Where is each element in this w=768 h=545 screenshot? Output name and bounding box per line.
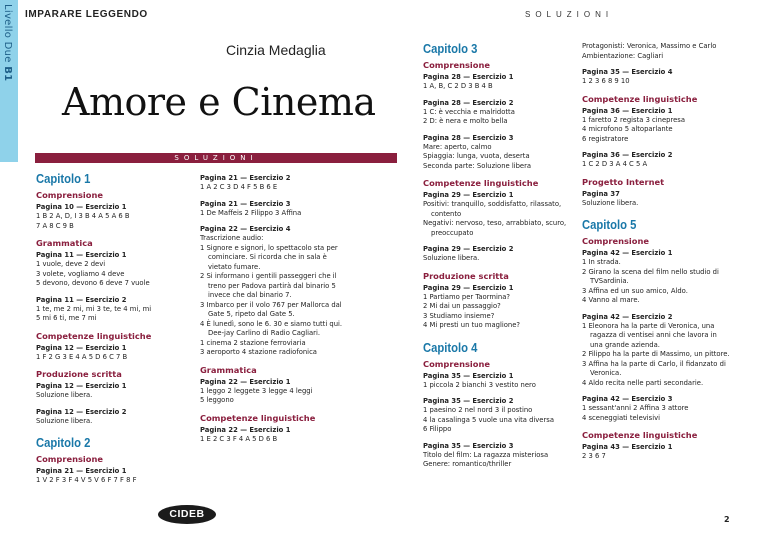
answer-line: 2 3 6 7 [582, 452, 606, 460]
exercise-ref: Pagina 10 — Esercizio 1 [36, 203, 127, 211]
exercise-ref: Pagina 35 — Esercizio 4 [582, 68, 673, 76]
spacer [423, 238, 571, 243]
answer-line: 1 te, me 2 mi, mi 3 te, te 4 mi, mi [36, 304, 152, 313]
exercise-ref: Pagina 29 — Esercizio 1 [423, 283, 514, 292]
exercise-ref: Pagina 36 — Esercizio 2 [582, 151, 673, 159]
answer-line: 1 sessant'anni 2 Affina 3 attore [582, 404, 689, 412]
answer-line: 1 cinema 2 stazione ferroviaria [200, 338, 306, 347]
exercise-ref: Pagina 36 — Esercizio 1 [582, 106, 673, 115]
exercise-ref: Pagina 21 — Esercizio 3 [200, 199, 291, 208]
answer-line: 1 leggo 2 leggete 3 legge 4 leggi [200, 386, 313, 395]
exercise-ref: Pagina 35 — Esercizio 3 [423, 441, 514, 450]
spacer [423, 171, 571, 176]
chapter-heading: Capitolo 3 [423, 42, 478, 56]
exercise-ref: Pagina 22 — Esercizio 1 [200, 425, 291, 434]
answer-line: 2 Mi dai un passaggio? [423, 302, 501, 310]
series-title: IMPARARE LEGGENDO [25, 9, 148, 20]
exercise-ref: Pagina 29 — Esercizio 1 [423, 191, 514, 199]
spacer [200, 218, 350, 223]
exercise-ref: Pagina 22 — Esercizio 1 [200, 377, 291, 386]
spacer [423, 331, 571, 341]
answer-line: 1 Eleonora ha la parte di Veronica, una ragazza di ventisei anni che lavora in una grande azienda. [582, 321, 717, 349]
solutions-band: SOLUZIONI [35, 153, 397, 163]
section-heading: Comprensione [423, 358, 491, 369]
answer-line: 1 A, B, C 2 D 3 B 4 B [423, 82, 493, 90]
section-heading: Competenze linguistiche [582, 93, 698, 104]
answer-line: Mare: aperto, calmo [423, 142, 492, 151]
section-heading: Competenze linguistiche [200, 412, 316, 423]
answer-line: Trascrizione audio: [200, 234, 264, 242]
answer-line: Titolo del film: La ragazza misteriosa [423, 450, 549, 459]
answer-line: 5 leggono [200, 396, 234, 404]
answers-column-2 [200, 172, 350, 444]
level-label: Livello Due [2, 4, 13, 63]
answer-line: 1 paesino 2 nel nord 3 il postino [423, 406, 533, 414]
exercise-ref: Pagina 21 — Esercizio 1 [36, 467, 127, 475]
level-side-tab [0, 0, 18, 162]
exercise-ref: Pagina 43 — Esercizio 1 [582, 443, 673, 451]
exercise-ref: Pagina 21 — Esercizio 2 [200, 174, 291, 182]
spacer [582, 423, 730, 428]
spacer [582, 144, 730, 149]
section-heading: Produzione scritta [423, 270, 509, 281]
chapter-heading: Capitolo 4 [423, 340, 478, 355]
spacer [582, 170, 730, 175]
answer-line: 2 Girano la scena del film nello studio di TVSardinia. [582, 267, 719, 285]
book-title: Amore e Cinema [62, 80, 376, 124]
exercise-ref: Pagina 28 — Esercizio 2 [423, 98, 514, 107]
answer-line: 4 È lunedì, sono le 6. 30 e siamo tutti qui. Dee-jay Carlino di Radio Cagliari. [200, 319, 343, 337]
answer-line: 3 Imbarco per il volo 767 per Mallorca dal Gate 5, ripeto dal Gate 5. [200, 300, 342, 318]
section-heading: Competenze linguistiche [423, 178, 539, 188]
answer-line: 1 B 2 A, D, I 3 B 4 A 5 A 6 B [36, 212, 130, 220]
exercise-ref: Pagina 11 — Esercizio 2 [36, 295, 127, 304]
spacer [423, 390, 571, 395]
answer-line: Soluzione libera. [423, 254, 480, 262]
section-heading: Comprensione [582, 236, 650, 246]
exercise-ref: Pagina 29 — Esercizio 2 [423, 245, 514, 253]
answer-line: 4 Mi presti un tuo maglione? [423, 321, 520, 329]
answers-column-4 [582, 42, 730, 462]
answer-line: Seconda parte: Soluzione libera [423, 161, 532, 170]
answer-line: 4 sceneggiati televisivi [582, 413, 660, 422]
exercise-ref: Pagina 12 — Esercizio 2 [36, 407, 127, 416]
answer-line: 3 aeroporto 4 stazione radiofonica [200, 348, 317, 356]
answer-line: Ambientazione: Cagliari [582, 51, 664, 60]
page-number: 2 [724, 515, 730, 524]
answer-line: 6 registratore [582, 134, 629, 143]
answer-line: Protagonisti: Veronica, Massimo e Carlo [582, 42, 717, 50]
answer-line: 1 F 2 G 3 E 4 A 5 D 6 C 7 B [36, 352, 128, 361]
spacer [36, 289, 186, 294]
answer-line: 2 D: è nera e molto bella [423, 117, 508, 125]
spacer [423, 264, 571, 269]
spacer [36, 324, 186, 329]
answer-line: 1 piccola 2 bianchi 3 vestito nero [423, 380, 536, 389]
level-code: B1 [2, 66, 13, 82]
exercise-ref: Pagina 22 — Esercizio 4 [200, 225, 291, 233]
spacer [200, 193, 350, 198]
exercise-ref: Pagina 42 — Esercizio 3 [582, 395, 673, 403]
answer-line: Soluzione libera. [36, 391, 93, 399]
publisher-logo: CIDEB [158, 505, 216, 524]
section-heading: Comprensione [36, 454, 104, 464]
spacer [582, 306, 730, 311]
section-heading: Grammatica [200, 364, 257, 375]
answer-line: 1 C 2 D 3 A 4 C 5 A [582, 160, 648, 168]
answer-line: 4 la casalinga 5 vuole una vita diversa [423, 415, 554, 424]
spacer [36, 401, 186, 406]
answers-column-1 [36, 172, 186, 486]
answer-line: 3 Affina ed un suo amico, Aldo. [582, 286, 688, 295]
author-name: Cinzia Medaglia [226, 42, 326, 58]
answer-line: 7 A 8 C 9 B [36, 221, 74, 230]
answer-line: 4 Vanno al mare. [582, 296, 640, 304]
answer-line: 1 Partiamo per Taormina? [423, 292, 510, 301]
section-heading: Competenze linguistiche [582, 430, 698, 440]
spacer [582, 61, 730, 66]
answer-line: 1 V 2 F 3 F 4 V 5 V 6 F 7 F 8 F [36, 476, 137, 484]
answer-line: 1 faretto 2 regista 3 cinepresa [582, 115, 686, 124]
answer-line: 2 Si informano i gentili passeggeri che il treno per Padova partirà dal binario 5 invece che dal binario 7. [200, 272, 337, 299]
answer-line: 1 A 2 C 3 D 4 F 5 B 6 E [200, 183, 278, 191]
exercise-ref: Pagina 12 — Esercizio 1 [36, 382, 127, 390]
chapter-heading: Capitolo 2 [36, 436, 91, 450]
spacer [423, 435, 571, 440]
exercise-ref: Pagina 28 — Esercizio 3 [423, 133, 514, 142]
exercise-ref: Pagina 35 — Esercizio 2 [423, 397, 514, 405]
spacer [423, 92, 571, 97]
exercise-ref: Pagina 11 — Esercizio 1 [36, 251, 127, 259]
answer-line: 1 De Maffeis 2 Filippo 3 Affina [200, 208, 302, 217]
answer-line: 1 E 2 C 3 F 4 A 5 D 6 B [200, 434, 278, 443]
spacer [200, 358, 350, 363]
answer-line: Positivi: tranquillo, soddisfatto, rilassato, contento [423, 200, 562, 218]
chapter-heading: Capitolo 1 [36, 172, 91, 186]
answer-line: Soluzione libera. [36, 416, 93, 425]
section-heading: Comprensione [36, 190, 104, 200]
exercise-ref: Pagina 28 — Esercizio 1 [423, 73, 514, 81]
answer-line: Negativi: nervoso, teso, arrabbiato, scuro, preoccupato [423, 219, 567, 237]
section-heading: Produzione scritta [36, 369, 122, 379]
answer-line: Spiaggia: lunga, vuota, deserta [423, 152, 530, 160]
answer-line: 5 mi 6 ti, me 7 mi [36, 314, 97, 322]
section-heading: Comprensione [423, 60, 491, 70]
section-heading: Grammatica [36, 238, 93, 248]
answer-line: Genere: romantico/thriller [423, 460, 512, 468]
spacer [200, 406, 350, 411]
answer-line: 3 Studiamo insieme? [423, 311, 495, 320]
section-heading: Progetto Internet [582, 176, 665, 187]
answer-line: 5 devono, devono 6 deve 7 vuole [36, 279, 150, 287]
spacer [423, 127, 571, 132]
spacer [582, 388, 730, 393]
answer-line: 3 Affina ha la parte di Carlo, il fidanzato di Veronica. [582, 359, 726, 377]
answer-line: 1 C: è vecchia e malridotta [423, 107, 515, 116]
spacer [36, 231, 186, 236]
chapter-heading: Capitolo 5 [582, 218, 637, 232]
section-heading: Competenze linguistiche [36, 330, 152, 341]
exercise-ref: Pagina 42 — Esercizio 2 [582, 312, 673, 321]
answer-line: 1 2 3 6 8 9 10 [582, 77, 630, 85]
answer-line: 4 microfono 5 altoparlante [582, 125, 673, 133]
exercise-ref: Pagina 42 — Esercizio 1 [582, 249, 673, 257]
spacer [582, 87, 730, 92]
answer-line: 1 In strada. [582, 258, 621, 266]
spacer [582, 208, 730, 218]
answers-column-3 [423, 42, 571, 470]
exercise-ref: Pagina 37 [582, 189, 620, 198]
answer-line: 6 Filippo [423, 425, 452, 433]
running-header: SOLUZIONI [525, 10, 614, 19]
answer-line: 3 volete, vogliamo 4 deve [36, 269, 125, 278]
answer-line: 4 Aldo recita nelle parti secondarie. [582, 378, 704, 387]
spacer [36, 426, 186, 436]
answer-line: 1 Signore e signori, lo spettacolo sta per cominciare. Si ricorda che in sala è vietato fumare. [200, 243, 338, 271]
exercise-ref: Pagina 35 — Esercizio 1 [423, 371, 514, 380]
exercise-ref: Pagina 12 — Esercizio 1 [36, 343, 127, 352]
spacer [36, 362, 186, 367]
answer-line: 1 vuole, deve 2 devi [36, 260, 106, 268]
answer-line: 2 Filippo ha la parte di Massimo, un pittore. [582, 350, 730, 358]
answer-line: Soluzione libera. [582, 198, 639, 207]
